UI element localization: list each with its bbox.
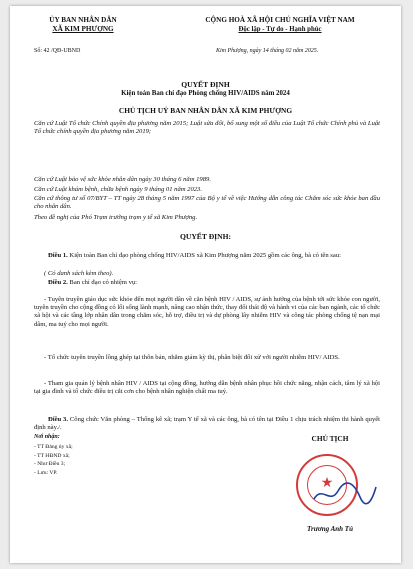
proposal-line: Theo đề nghị của Phó Trạm trưởng trạm y tế xã Kim Phượng. [34, 214, 198, 221]
document-number: Số: 42 /QĐ-UBND [34, 48, 81, 54]
decision-heading: QUYẾT ĐỊNH: [179, 232, 232, 241]
legal-base-4: Căn cứ thông tư số 07/BYT – TT ngày 28 tháng 5 năm 1997 của Bộ y tế về việc Hướng dẫn công tác Chăm sóc sức khỏe ban đầu cho nhân dân. [34, 195, 380, 211]
article-3-text: Công chức Văn phòng – Thống kê xã; trạm Y tế xã và các ông, bà có tên tại Điều 1 chịu trách nhiệm thi hành quyết định này./. [34, 416, 381, 432]
doc-type-title: QUYẾT ĐỊNH [181, 80, 230, 89]
article-1-text: Kiện toàn Ban chỉ đạo phòng chống HIV/AIDS xã Kim Phượng năm 2025 gồm các ông, bà có tên sau: [67, 252, 341, 259]
national-motto [170, 16, 390, 34]
article-2-text: Ban chỉ đạo có nhiệm vụ: [67, 279, 137, 286]
article-2-label: Điều 2. [48, 279, 68, 286]
article-1-label: Điều 1. [48, 252, 68, 259]
legal-base-2: Căn cứ Luật bảo vệ sức khỏe nhân dân ngày 30 tháng 6 năm 1989. [34, 176, 211, 183]
recipient-item: - Như Điều 3; [34, 461, 66, 468]
article-1 [34, 252, 380, 260]
seal-star-icon: ★ [320, 476, 334, 491]
legal-base-3: Căn cứ Luật khám bệnh, chữa bệnh ngày 9 tháng 01 năm 2023. [34, 186, 202, 193]
issuer-line-2: XÃ KIM PHƯỢNG [52, 25, 114, 33]
authority-heading: CHỦ TỊCH UỶ BAN NHÂN DÂN XÃ KIM PHƯỢNG [118, 106, 293, 115]
legal-base-1: Căn cứ Luật Tổ chức Chính quyền địa phương năm 2015; Luật sửa đổi, bổ sung một số điều của Luật Tổ chức Chính phủ và Luật Tổ chức chính quyền địa phương năm 2019; [34, 120, 380, 136]
recipients-heading: Nơi nhận: [34, 434, 60, 440]
place-date: Kim Phượng, ngày 14 tháng 02 năm 2025. [216, 48, 319, 54]
recipient-item: - Lưu: VP. [34, 469, 58, 476]
document-page [10, 6, 401, 563]
signer-name: Trương Anh Tú [307, 525, 353, 533]
recipient-item: - TT HĐND xã; [34, 452, 70, 459]
recipients-list [34, 443, 73, 477]
article-3 [34, 416, 380, 432]
article-2 [34, 279, 380, 287]
article-1-note: ( Có danh sách kèm theo). [44, 270, 114, 277]
motto-line-1: CỘNG HOÀ XÃ HỘI CHỦ NGHĨA VIỆT NAM [205, 16, 355, 24]
issuer-line-1: ỦY BAN NHÂN DÂN [49, 16, 117, 24]
motto-line-2: Độc lập - Tự do - Hạnh phúc [238, 26, 322, 33]
article-3-label: Điều 3. [48, 416, 69, 423]
article-2-item-2: - Tổ chức tuyên truyền lồng ghép tại thôn bản, nhằm giảm kỳ thị, phân biệt đối xử với người nhiễm HIV/ AIDS. [44, 354, 340, 361]
doc-subject: Kiện toàn Ban chỉ đạo Phòng chống HIV/AIDS năm 2024 [121, 90, 290, 97]
article-2-item-3: - Tham gia quản lý bệnh nhân HIV / AIDS tại cộng đồng, hướng dẫn bệnh nhân phục hồi chức năng, nhận cách, tâm lý xã hội tại gia đình và tổ chức điều trị cắt cơn cho bệnh nhân nghiện chất ma tuý. [34, 380, 380, 396]
signer-title: CHỦ TỊCH [311, 434, 349, 443]
article-2-item-1: - Tuyên truyền giáo dục sức khỏe đến mọi người dân về căn bệnh HIV / AIDS, sự ảnh hưởng của bệnh tới sức khỏe con người, tuyên truyền cho cộng đồng có lối sống lành mạnh, nâng cao nhận thức, thay đổi thái độ và hành vi của các ban ngành, các tổ chức xã hội và các tầng lớp nhân dân trong chăm sóc, hỗ trợ, điều trị và dự phòng lây nhiễm HIV và công tác phòng chống tệ nạn mại dâm, ma tuý cho mọi người. [34, 296, 380, 328]
recipient-item: - TT Đảng ủy xã; [34, 444, 73, 450]
handwritten-signature [310, 481, 380, 507]
issuer-name [24, 16, 142, 34]
